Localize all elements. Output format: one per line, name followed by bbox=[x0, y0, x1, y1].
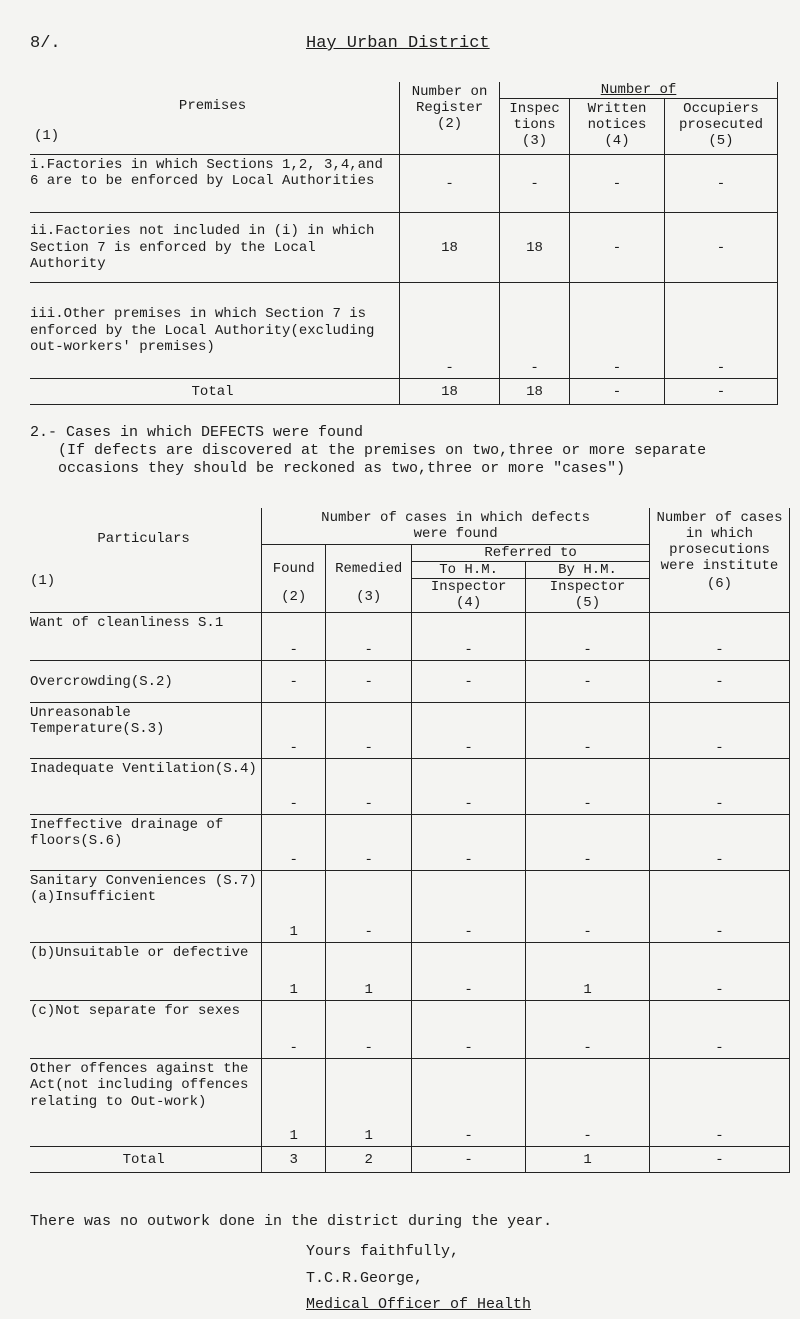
col-found-label: Found bbox=[272, 561, 315, 578]
row-label: iii.Other premises in which Section 7 is enforced by the Local Authority(excluding out-workers' premises) bbox=[30, 283, 400, 379]
row-notices: - bbox=[570, 283, 665, 379]
total-row bbox=[30, 379, 778, 405]
row-remedied: - bbox=[326, 703, 412, 759]
row-to-hmi: - bbox=[412, 613, 526, 661]
row-found: 1 bbox=[262, 943, 326, 1001]
row-remedied: - bbox=[326, 759, 412, 815]
total-label: Total bbox=[30, 379, 400, 405]
row-label: (c)Not separate for sexes bbox=[30, 1001, 262, 1059]
row-by-hmi: - bbox=[526, 1001, 650, 1059]
row-prosecutions: - bbox=[649, 613, 789, 661]
total-found: 3 bbox=[262, 1147, 326, 1173]
col-premises-number: (1) bbox=[34, 128, 60, 145]
row-label: i.Factories in which Sections 1,2, 3,4,and 6 are to be enforced by Local Authorities bbox=[30, 155, 400, 213]
row-register: - bbox=[400, 155, 500, 213]
row-remedied: 1 bbox=[326, 943, 412, 1001]
row-by-hmi: - bbox=[526, 759, 650, 815]
row-prosecutions: - bbox=[649, 815, 789, 871]
row-prosecutions: - bbox=[649, 1059, 789, 1147]
row-label: Unreasonable Temperature(S.3) bbox=[30, 703, 262, 759]
table-row bbox=[30, 871, 790, 943]
table-row bbox=[30, 815, 790, 871]
col-inspector5-number: (5) bbox=[574, 595, 601, 612]
row-to-hmi: - bbox=[412, 1059, 526, 1147]
row-remedied: - bbox=[326, 661, 412, 703]
total-register: 18 bbox=[400, 379, 500, 405]
col-inspector4-number: (4) bbox=[456, 595, 482, 612]
col-prosecutions-number: (6) bbox=[706, 576, 733, 593]
col-register-label: Number on Register bbox=[411, 84, 488, 117]
row-found: - bbox=[262, 613, 326, 661]
row-prosecutions: - bbox=[649, 871, 789, 943]
total-to-hmi: - bbox=[412, 1147, 526, 1173]
to-hmi-label: To H.M. bbox=[439, 562, 499, 579]
table-row bbox=[30, 155, 778, 213]
row-notices: - bbox=[570, 213, 665, 283]
row-by-hmi: 1 bbox=[526, 943, 650, 1001]
col-premises-label: Premises bbox=[178, 97, 247, 114]
col-remedied-label: Remedied bbox=[335, 561, 403, 578]
col-notices-header bbox=[570, 99, 665, 155]
row-prosecutions: - bbox=[649, 943, 789, 1001]
table-row bbox=[30, 661, 790, 703]
row-label: Ineffective drainage of floors(S.6) bbox=[30, 815, 262, 871]
table-row bbox=[30, 703, 790, 759]
col-inspector4-header bbox=[412, 579, 526, 613]
row-notices: - bbox=[570, 155, 665, 213]
col-inspector5-label: Inspector bbox=[549, 579, 626, 596]
row-prosecutions: - bbox=[649, 1001, 789, 1059]
row-inspections: 18 bbox=[500, 213, 570, 283]
row-remedied: - bbox=[326, 871, 412, 943]
number-of-label: Number of bbox=[600, 82, 677, 98]
row-inspections: - bbox=[500, 155, 570, 213]
row-label: (b)Unsuitable or defective bbox=[30, 943, 262, 1001]
to-hmi-header bbox=[412, 562, 526, 579]
row-found: - bbox=[262, 661, 326, 703]
row-prosecuted: - bbox=[664, 283, 777, 379]
number-of-header bbox=[500, 82, 778, 99]
total-prosecuted: - bbox=[664, 379, 777, 405]
page-number: 8/. bbox=[30, 34, 61, 53]
row-prosecutions: - bbox=[649, 703, 789, 759]
col-register-number: (2) bbox=[436, 116, 463, 133]
cases-found-label: Number of cases in which defects were found bbox=[321, 510, 591, 543]
table-row bbox=[30, 943, 790, 1001]
row-by-hmi: - bbox=[526, 613, 650, 661]
row-prosecutions: - bbox=[649, 759, 789, 815]
col-found-number: (2) bbox=[281, 589, 307, 606]
col-prosecutions-label: Number of cases in which prosecutions were institute bbox=[656, 510, 783, 575]
total-label: Total bbox=[30, 1147, 262, 1173]
row-register: - bbox=[400, 283, 500, 379]
table-row bbox=[30, 759, 790, 815]
row-to-hmi: - bbox=[412, 661, 526, 703]
row-by-hmi: - bbox=[526, 661, 650, 703]
outwork-statement: There was no outwork done in the district during the year. bbox=[30, 1213, 553, 1230]
table-row bbox=[30, 1059, 790, 1147]
signatory: T.C.R.George, bbox=[306, 1270, 424, 1287]
row-by-hmi: - bbox=[526, 871, 650, 943]
row-remedied: - bbox=[326, 1001, 412, 1059]
row-remedied: 1 bbox=[326, 1059, 412, 1147]
section-2-note: (If defects are discovered at the premises on two,three or more separate occasions they should be reckoned as two,three or more "cases") bbox=[58, 442, 707, 477]
valediction: Yours faithfully, bbox=[306, 1243, 460, 1260]
table-row bbox=[30, 613, 790, 661]
defects-table bbox=[30, 508, 790, 1173]
table-row bbox=[30, 213, 778, 283]
row-label: Inadequate Ventilation(S.4) bbox=[30, 759, 262, 815]
row-label: Overcrowding(S.2) bbox=[30, 661, 262, 703]
row-register: 18 bbox=[400, 213, 500, 283]
total-row bbox=[30, 1147, 790, 1173]
signatory-role: Medical Officer of Health bbox=[306, 1296, 532, 1313]
table-row bbox=[30, 1001, 790, 1059]
total-prosecutions: - bbox=[649, 1147, 789, 1173]
row-found: 1 bbox=[262, 1059, 326, 1147]
district-title: Hay Urban District bbox=[306, 34, 490, 53]
table-row bbox=[30, 283, 778, 379]
total-by-hmi: 1 bbox=[526, 1147, 650, 1173]
by-hmi-label: By H.M. bbox=[558, 562, 617, 579]
col-remedied-header bbox=[326, 545, 412, 613]
row-to-hmi: - bbox=[412, 943, 526, 1001]
row-found: 1 bbox=[262, 871, 326, 943]
row-label: Sanitary Conveniences (S.7) (a)Insufficient bbox=[30, 871, 262, 943]
col-inspector4-label: Inspector bbox=[430, 579, 507, 596]
cases-found-header bbox=[262, 508, 650, 545]
row-found: - bbox=[262, 815, 326, 871]
row-by-hmi: - bbox=[526, 1059, 650, 1147]
row-label: Other offences against the Act(not including offences relating to Out-work) bbox=[30, 1059, 262, 1147]
premises-table bbox=[30, 82, 778, 405]
row-to-hmi: - bbox=[412, 759, 526, 815]
col-particulars-label: Particulars bbox=[97, 531, 190, 548]
total-inspections: 18 bbox=[500, 379, 570, 405]
row-to-hmi: - bbox=[412, 871, 526, 943]
row-found: - bbox=[262, 1001, 326, 1059]
row-to-hmi: - bbox=[412, 703, 526, 759]
section-2-heading bbox=[30, 424, 770, 478]
col-found-header bbox=[262, 545, 326, 613]
col-particulars-number: (1) bbox=[30, 573, 56, 590]
col-notices-number: (4) bbox=[604, 133, 630, 150]
col-prosecuted-label: Occupiers prosecuted bbox=[678, 101, 763, 134]
col-notices-label: Written notices bbox=[587, 101, 647, 134]
col-register-header bbox=[400, 82, 500, 155]
col-prosecuted-header bbox=[664, 99, 777, 155]
row-to-hmi: - bbox=[412, 815, 526, 871]
row-prosecuted: - bbox=[664, 155, 777, 213]
row-by-hmi: - bbox=[526, 815, 650, 871]
row-prosecuted: - bbox=[664, 213, 777, 283]
row-to-hmi: - bbox=[412, 1001, 526, 1059]
row-label: ii.Factories not included in (i) in which Section 7 is enforced by the Local Authority bbox=[30, 213, 400, 283]
col-remedied-number: (3) bbox=[356, 589, 382, 606]
col-inspections-number: (3) bbox=[521, 133, 548, 150]
row-found: - bbox=[262, 759, 326, 815]
row-remedied: - bbox=[326, 613, 412, 661]
row-found: - bbox=[262, 703, 326, 759]
col-inspections-label: Inspec tions bbox=[509, 101, 560, 134]
row-remedied: - bbox=[326, 815, 412, 871]
col-prosecuted-number: (5) bbox=[708, 133, 734, 150]
row-by-hmi: - bbox=[526, 703, 650, 759]
total-notices: - bbox=[570, 379, 665, 405]
total-remedied: 2 bbox=[326, 1147, 412, 1173]
referred-to-header bbox=[412, 545, 650, 562]
col-premises-header bbox=[30, 82, 400, 155]
row-inspections: - bbox=[500, 283, 570, 379]
row-prosecutions: - bbox=[649, 661, 789, 703]
col-inspector5-header bbox=[526, 579, 650, 613]
row-label: Want of cleanliness S.1 bbox=[30, 613, 262, 661]
col-prosecutions-header bbox=[649, 508, 789, 613]
section-2-title: 2.- Cases in which DEFECTS were found bbox=[30, 424, 364, 441]
col-inspections-header bbox=[500, 99, 570, 155]
referred-to-label: Referred to bbox=[484, 545, 577, 562]
by-hmi-header bbox=[526, 562, 650, 579]
col-particulars-header bbox=[30, 508, 262, 613]
